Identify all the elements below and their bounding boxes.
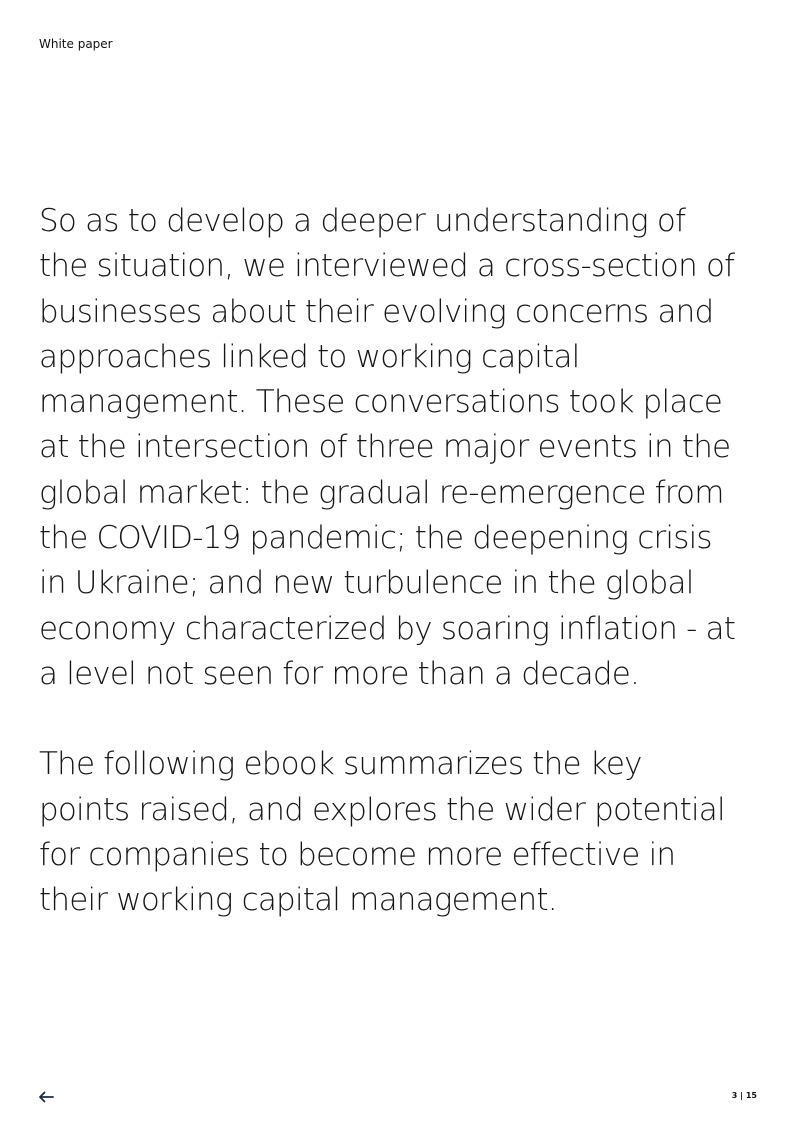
back-button[interactable] — [37, 1089, 55, 1103]
document-type-label: White paper — [39, 37, 113, 51]
page-number: 3 | 15 — [731, 1091, 757, 1100]
intro-paragraph: So as to develop a deeper understanding of the situation, we interviewed a cross-section of businesses about their evolving concerns and approaches linked to working capital management. These conversations took place at the intersection of three major events in the global market: the gradual re-emergence from the COVID-19 pandemic; the deepening crisis in Ukraine; and new turbulence in the global economy characterized by soaring inflation - at a level not seen for more than a decade. — [39, 203, 736, 692]
arrow-left-icon — [37, 1090, 55, 1104]
body-text — [39, 199, 749, 923]
summary-paragraph: The following ebook summarizes the key points raised, and explores the wider potential for companies to become more effective in their working capital management. — [39, 746, 725, 919]
